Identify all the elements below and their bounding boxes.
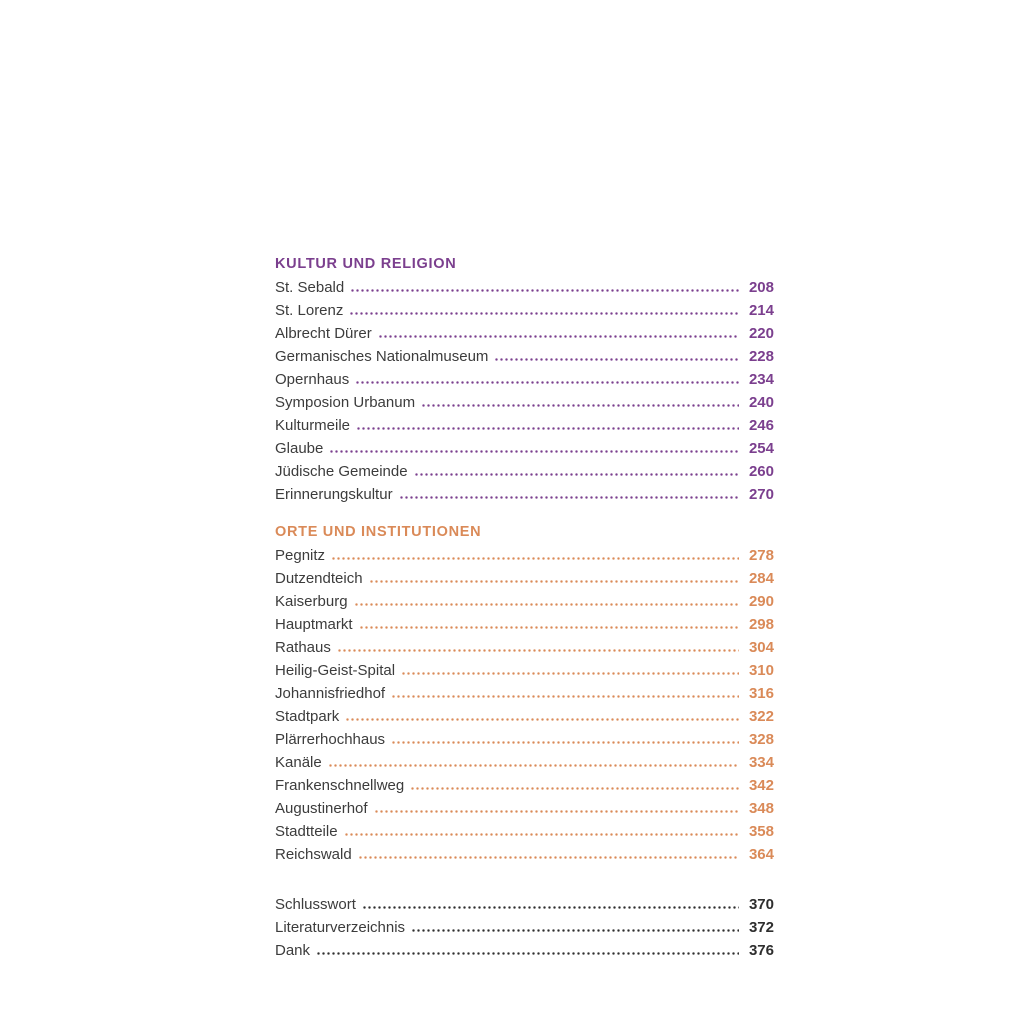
entry-title: Pegnitz (275, 547, 326, 564)
entry-page-number: 298 (748, 616, 774, 633)
entry-title: Literaturverzeichnis (275, 919, 406, 936)
entry-page-number: 234 (748, 371, 774, 388)
entry-page-number: 260 (748, 463, 774, 480)
toc-entry (275, 590, 774, 613)
entry-title: Rathaus (275, 639, 331, 656)
dot-leader (332, 556, 739, 560)
section-heading: KULTUR UND RELIGION (275, 256, 457, 272)
toc-entry (275, 299, 774, 322)
dot-leader (375, 809, 739, 813)
toc-entry (275, 751, 774, 774)
entry-title: Glaube (275, 440, 324, 457)
dot-leader (412, 928, 739, 932)
entry-title: St. Sebald (275, 279, 345, 296)
entry-page-number: 376 (748, 942, 774, 959)
toc-section (275, 521, 774, 866)
toc-section (275, 253, 774, 506)
entry-title: Reichswald (275, 846, 352, 863)
entry-title: Opernhaus (275, 371, 350, 388)
dot-leader (359, 855, 739, 859)
entry-title: Kaiserburg (275, 593, 348, 610)
entry-page-number: 328 (748, 731, 774, 748)
entry-page-number: 278 (748, 547, 774, 564)
dot-leader (345, 832, 739, 836)
entry-page-number: 214 (748, 302, 774, 319)
entry-page-number: 290 (748, 593, 774, 610)
entry-page-number: 372 (748, 919, 774, 936)
dot-leader (351, 288, 739, 292)
entry-page-number: 254 (748, 440, 774, 457)
entry-page-number: 220 (748, 325, 774, 342)
toc-entry (275, 460, 774, 483)
dot-leader (357, 426, 739, 430)
entry-page-number: 322 (748, 708, 774, 725)
toc-entry (275, 567, 774, 590)
toc-entry (275, 322, 774, 345)
toc-entry (275, 893, 774, 916)
dot-leader (350, 311, 739, 315)
entry-title: Kulturmeile (275, 417, 351, 434)
toc-entry (275, 345, 774, 368)
toc-entry (275, 659, 774, 682)
dot-leader (363, 905, 739, 909)
entry-page-number: 208 (748, 279, 774, 296)
entry-page-number: 284 (748, 570, 774, 587)
entry-title: Frankenschnellweg (275, 777, 405, 794)
toc-entry (275, 613, 774, 636)
entry-page-number: 334 (748, 754, 774, 771)
entry-title: Erinnerungskultur (275, 486, 393, 503)
entry-title: Albrecht Dürer (275, 325, 372, 342)
toc-entry (275, 414, 774, 437)
entry-page-number: 304 (748, 639, 774, 656)
entry-title: Augustinerhof (275, 800, 368, 817)
dot-leader (356, 380, 739, 384)
toc-entry (275, 544, 774, 567)
toc-entry (275, 437, 774, 460)
toc-entry (275, 774, 774, 797)
entry-title: Schlusswort (275, 896, 356, 913)
dot-leader (415, 472, 739, 476)
dot-leader (330, 449, 739, 453)
dot-leader (402, 671, 739, 675)
dot-leader (379, 334, 739, 338)
entry-title: Plärrerhochhaus (275, 731, 386, 748)
toc-entry (275, 916, 774, 939)
dot-leader (392, 740, 739, 744)
entry-page-number: 370 (748, 896, 774, 913)
entry-page-number: 342 (748, 777, 774, 794)
entry-title: Jüdische Gemeinde (275, 463, 408, 480)
dot-leader (346, 717, 739, 721)
dot-leader (338, 648, 739, 652)
entry-page-number: 358 (748, 823, 774, 840)
entry-page-number: 310 (748, 662, 774, 679)
dot-leader (411, 786, 739, 790)
dot-leader (495, 357, 739, 361)
toc-entry (275, 483, 774, 506)
toc-entry (275, 368, 774, 391)
toc-entry (275, 843, 774, 866)
entry-title: Kanäle (275, 754, 322, 771)
entry-title: Heilig-Geist-Spital (275, 662, 396, 679)
toc-entry (275, 705, 774, 728)
toc-entry (275, 820, 774, 843)
dot-leader (392, 694, 739, 698)
toc-section (275, 893, 774, 962)
entry-title: Dutzendteich (275, 570, 363, 587)
dot-leader (422, 403, 739, 407)
entry-page-number: 316 (748, 685, 774, 702)
table-of-contents (275, 253, 774, 977)
dot-leader (329, 763, 739, 767)
entry-title: Stadtteile (275, 823, 338, 840)
entry-title: Hauptmarkt (275, 616, 353, 633)
dot-leader (355, 602, 739, 606)
entry-page-number: 270 (748, 486, 774, 503)
entry-page-number: 364 (748, 846, 774, 863)
entry-page-number: 246 (748, 417, 774, 434)
toc-entry (275, 276, 774, 299)
entry-title: Dank (275, 942, 311, 959)
entry-page-number: 240 (748, 394, 774, 411)
toc-entry (275, 636, 774, 659)
entry-title: St. Lorenz (275, 302, 344, 319)
toc-entry (275, 728, 774, 751)
toc-entry (275, 391, 774, 414)
dot-leader (400, 495, 739, 499)
entry-title: Germanisches Nationalmuseum (275, 348, 489, 365)
entry-page-number: 348 (748, 800, 774, 817)
toc-entry (275, 939, 774, 962)
entry-title: Johannisfriedhof (275, 685, 386, 702)
entry-title: Stadtpark (275, 708, 340, 725)
section-heading: ORTE UND INSTITUTIONEN (275, 524, 482, 540)
toc-entry (275, 682, 774, 705)
dot-leader (360, 625, 739, 629)
dot-leader (317, 951, 739, 955)
dot-leader (370, 579, 739, 583)
entry-page-number: 228 (748, 348, 774, 365)
toc-entry (275, 797, 774, 820)
entry-title: Symposion Urbanum (275, 394, 416, 411)
